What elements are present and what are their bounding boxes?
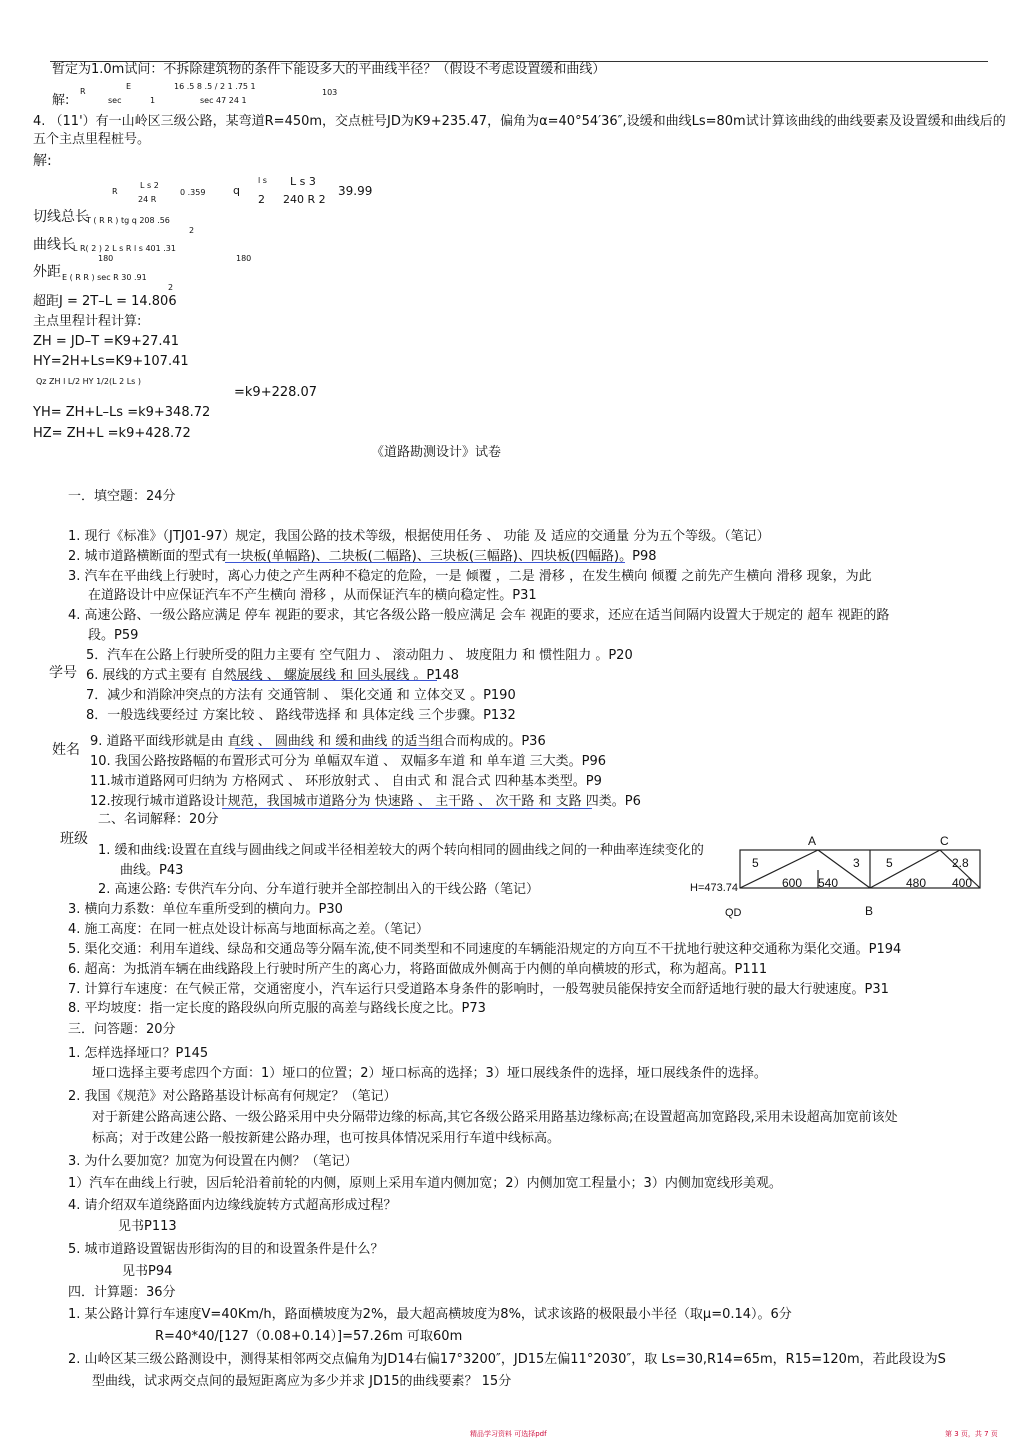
fill-question-7: 7．减少和消除冲突点的方法有 交通管制 、 渠化交通 和 立体交叉 。P190	[86, 688, 516, 703]
calc-question-2b: 型曲线，试求两交点间的最短距离应为多少并求 JD15的曲线要素？ 15分	[92, 1374, 512, 1389]
formula-result: 39.99	[338, 184, 373, 198]
prev-question-text: 暂定为1.0m试问：不拆除建筑物的条件下能设多大的平曲线半径？（假设不考虑设置缓和曲线）	[52, 62, 606, 77]
section-2-heading: 二、名词解释：20分	[98, 812, 219, 827]
fill-question-3a: 3. 汽车在平曲线上行驶时，离心力使之产生两种不稳定的危险，一是 倾覆 ，二是 滑移 ，在发生横向 倾覆 之前先产生横向 滑移 现象，为此	[68, 569, 872, 584]
fill-question-10: 10. 我国公路按路幅的布置形式可分为 单幅双车道 、 双幅多车道 和 单车道 三大类。P96	[90, 754, 606, 769]
formula-part: 180	[98, 254, 114, 263]
formula-part: L s 2	[140, 181, 159, 190]
section-4-heading: 四．计算题：36分	[68, 1285, 176, 1300]
calc-line: HY=2H+Ls=K9+107.41	[33, 354, 189, 369]
diagram-value: 5	[752, 856, 759, 870]
formula-part: 2	[168, 283, 174, 292]
calc-line: HZ= ZH+L =k9+428.72	[33, 426, 191, 441]
elevation-label: H=473.74	[690, 882, 739, 894]
point-b-label: B	[865, 904, 874, 918]
exam-title: 《道路勘测设计》试卷	[371, 445, 502, 460]
fill-question-2: 2. 城市道路横断面的型式有一块板(单幅路)、二块板(二幅路)、三块板(三幅路)、四块板(四幅路)。P98	[68, 549, 657, 564]
calc-line: 主点里程计程计算:	[33, 314, 142, 329]
qa-4-question: 4. 请介绍双车道绕路面内边缘线旋转方式超高形成过程？	[68, 1198, 397, 1213]
answer-underline	[225, 562, 625, 563]
student-name-label: 姓名	[52, 742, 80, 758]
formula-part: 0 .359	[180, 188, 206, 197]
formula-part: R	[112, 187, 118, 196]
term-1b: 曲线。P43	[120, 863, 184, 878]
calc-question-2a: 2. 山岭区某三级公路测设中，测得某相邻两交点偏角为JD14右偏17°3200″，JD15左偏11°2030″，取 Ls=30,R14=65m，R15=120m，若此段设为S	[68, 1352, 946, 1367]
point-c-label: C	[940, 834, 949, 848]
term-1a: 1. 缓和曲线:设置在直线与圆曲线之间或半径相差较大的两个转向相同的圆曲线之间的一种曲率连续变化的	[98, 843, 704, 858]
formula-part: 1	[150, 96, 156, 105]
formula-part: 180	[236, 254, 252, 263]
fill-question-4b: 段。P59	[88, 628, 139, 643]
fill-question-12: 12.按现行城市道路设计规范，我国城市道路分为 快速路 、 主干路 、 次干路 和 支路 四类。P6	[90, 794, 641, 809]
term-4: 4. 施工高度：在同一桩点处设计标高与地面标高之差。（笔记）	[68, 922, 430, 937]
qa-4-answer: 见书P113	[118, 1219, 177, 1234]
qa-5-answer: 见书P94	[122, 1264, 173, 1279]
qa-2-answer-1: 对于新建公路高速公路、一级公路采用中央分隔带边缘的标高,其它各级公路采用路基边缘标高;在设置超高加宽路段,采用未设超高加宽前该处	[92, 1110, 898, 1125]
formula-part: l s	[258, 176, 267, 185]
formula-part: 2	[258, 193, 265, 206]
fill-question-5: 5．汽车在公路上行驶所受的阻力主要有 空气阻力 、 滚动阻力 、 坡度阻力 和 惯性阻力 。P20	[86, 648, 633, 663]
diagram-value: 400	[952, 876, 973, 890]
formula-result: 103	[322, 88, 338, 97]
qa-5-question: 5. 城市道路设置锯齿形街沟的目的和设置条件是什么？	[68, 1242, 384, 1257]
term-6: 6. 超高：为抵消车辆在曲线路段上行驶时所产生的离心力，将路面做成外侧高于内侧的单向横坡的形式，称为超高。P111	[68, 962, 768, 977]
answer-underline	[222, 808, 592, 809]
fill-question-1: 1. 现行《标准》（JTJ01-97）规定，我国公路的技术等级，根据使用任务 、 功能 及 适应的交通量 分为五个等级。（笔记）	[68, 529, 770, 544]
fill-question-6: 6. 展线的方式主要有 自然展线 、 螺旋展线 和 回头展线 。P148	[86, 668, 459, 683]
qd-label: QD	[725, 907, 742, 919]
formula-part: 240 R 2	[283, 193, 326, 206]
page-number: 第 3 页，共 7 页	[945, 1430, 998, 1438]
term-8: 8. 平均坡度：指一定长度的路段纵向所克服的高差与路线长度之比。P73	[68, 1001, 486, 1016]
solution-label: 解:	[52, 93, 70, 108]
formula-part: E ( R R ) sec R 30 .91	[62, 273, 147, 282]
formula-part: L R( 2 ) 2 L s R l s 401 .31	[73, 244, 176, 253]
fill-question-4a: 4. 高速公路、一级公路应满足 停车 视距的要求，其它各级公路一般应满足 会车 视距的要求，还应在适当间隔内设置大于规定的 超车 视距的路	[68, 608, 890, 623]
formula-part: R	[80, 87, 86, 96]
question-4-line1: 4. （11'）有一山岭区三级公路，某弯道R=450m，交点桩号JD为K9+235.47，偏角为α=40°54′36″,设缓和曲线Ls=80m试计算该曲线的曲线要素及设置缓和曲线后的	[33, 114, 1006, 129]
diagram-value: 540	[818, 876, 839, 890]
curve-length-label: 曲线长	[33, 237, 75, 253]
formula-part: L s 3	[290, 175, 316, 188]
diagram-value: 3	[853, 856, 860, 870]
diagram-value: 480	[906, 876, 927, 890]
formula-part: T ( R R ) tg q 208 .56	[86, 216, 170, 225]
section-1-heading: 一．填空题：24分	[68, 489, 176, 504]
calc-question-1: 1. 某公路计算行车速度V=40Km/h，路面横坡度为2%，最大超高横坡度为8%，试求该路的极限最小半径（取μ=0.14）。6分	[68, 1307, 792, 1322]
qa-3-question: 3. 为什么要加宽？加宽为何设置在内侧？（笔记）	[68, 1154, 358, 1169]
answer-underline	[235, 748, 440, 749]
calc-line: YH= ZH+L–Ls =k9+348.72	[33, 405, 211, 420]
question-4-line2: 五个主点里程桩号。	[33, 132, 151, 147]
calc-line: 超距J = 2T–L = 14.806	[33, 294, 177, 309]
term-7: 7. 计算行车速度：在气候正常，交通密度小，汽车运行只受道路本身条件的影响时，一般驾驶员能保持安全而舒适地行驶的最大行驶速度。P31	[68, 982, 889, 997]
diagram-value: 2.8	[952, 856, 969, 870]
formula-part: 16 .5 8 .5 / 2 1 .75 1	[174, 82, 256, 91]
formula-part: q	[233, 184, 240, 197]
qa-1-answer: 垭口选择主要考虑四个方面：1）垭口的位置；2）垭口标高的选择；3）垭口展线条件的选择，垭口展线条件的选择。	[92, 1066, 767, 1081]
fill-question-9: 9. 道路平面线形就是由 直线 、 圆曲线 和 缓和曲线 的适当组合而构成的。P36	[90, 734, 546, 749]
calc-answer-1: R=40*40/[127（0.08+0.14）]=57.26m 可取60m	[155, 1329, 463, 1344]
student-id-label: 学号	[49, 665, 77, 681]
diagram-value: 600	[782, 876, 803, 890]
qa-1-question: 1. 怎样选择垭口？P145	[68, 1046, 209, 1061]
solution-label: 解:	[33, 153, 52, 169]
diagram-diagonal	[870, 850, 940, 888]
term-3: 3. 横向力系数：单位车重所受到的横向力。P30	[68, 902, 343, 917]
footer-left: 精品学习资料 可选择pdf	[470, 1430, 547, 1438]
calc-line: =k9+228.07	[234, 385, 318, 400]
section-diagram	[690, 832, 990, 927]
diagram-frame	[740, 850, 980, 888]
calc-line: ZH = JD–T =K9+27.41	[33, 334, 180, 349]
formula-part: E	[126, 82, 132, 91]
formula-part: 2	[189, 226, 195, 235]
external-distance-label: 外距	[33, 264, 61, 280]
fill-question-11: 11.城市道路网可归纳为 方格网式 、 环形放射式 、 自由式 和 混合式 四种基本类型。P9	[90, 774, 602, 789]
term-2: 2. 高速公路: 专供汽车分向、分车道行驶并全部控制出入的干线公路（笔记）	[98, 882, 540, 897]
answer-underline	[232, 680, 437, 681]
qa-2-question: 2. 我国《规范》对公路路基设计标高有何规定？（笔记）	[68, 1089, 397, 1104]
class-label: 班级	[60, 831, 88, 847]
qa-3-answer: 1）汽车在曲线上行驶，因后轮沿着前轮的内侧，原则上采用车道内侧加宽；2）内侧加宽工程量小；3）内侧加宽线形美观。	[68, 1176, 782, 1191]
formula-part: sec	[108, 96, 122, 105]
formula-part: Qz ZH l L/2 HY 1/2(L 2 Ls )	[36, 377, 141, 386]
qa-2-answer-2: 标高；对于改建公路一般按新建公路办理，也可按具体情况采用行车道中线标高。	[92, 1131, 561, 1146]
formula-part: sec 47 24 1	[200, 96, 247, 105]
diagram-value: 5	[886, 856, 893, 870]
fill-question-3b: 在道路设计中应保证汽车不产生横向 滑移 ，从而保证汽车的横向稳定性。P31	[88, 588, 537, 603]
point-a-label: A	[808, 834, 817, 848]
fill-question-8: 8．一般选线要经过 方案比较 、 路线带选择 和 具体定线 三个步骤。P132	[86, 708, 516, 723]
section-3-heading: 三．问答题：20分	[68, 1022, 176, 1037]
formula-part: 24 R	[138, 195, 157, 204]
term-5: 5. 渠化交通：利用车道线、绿岛和交通岛等分隔车流,使不同类型和不同速度的车辆能沿规定的方向互不干扰地行驶这种交通称为渠化交通。P194	[68, 942, 902, 957]
tangent-length-label: 切线总长	[33, 209, 89, 225]
